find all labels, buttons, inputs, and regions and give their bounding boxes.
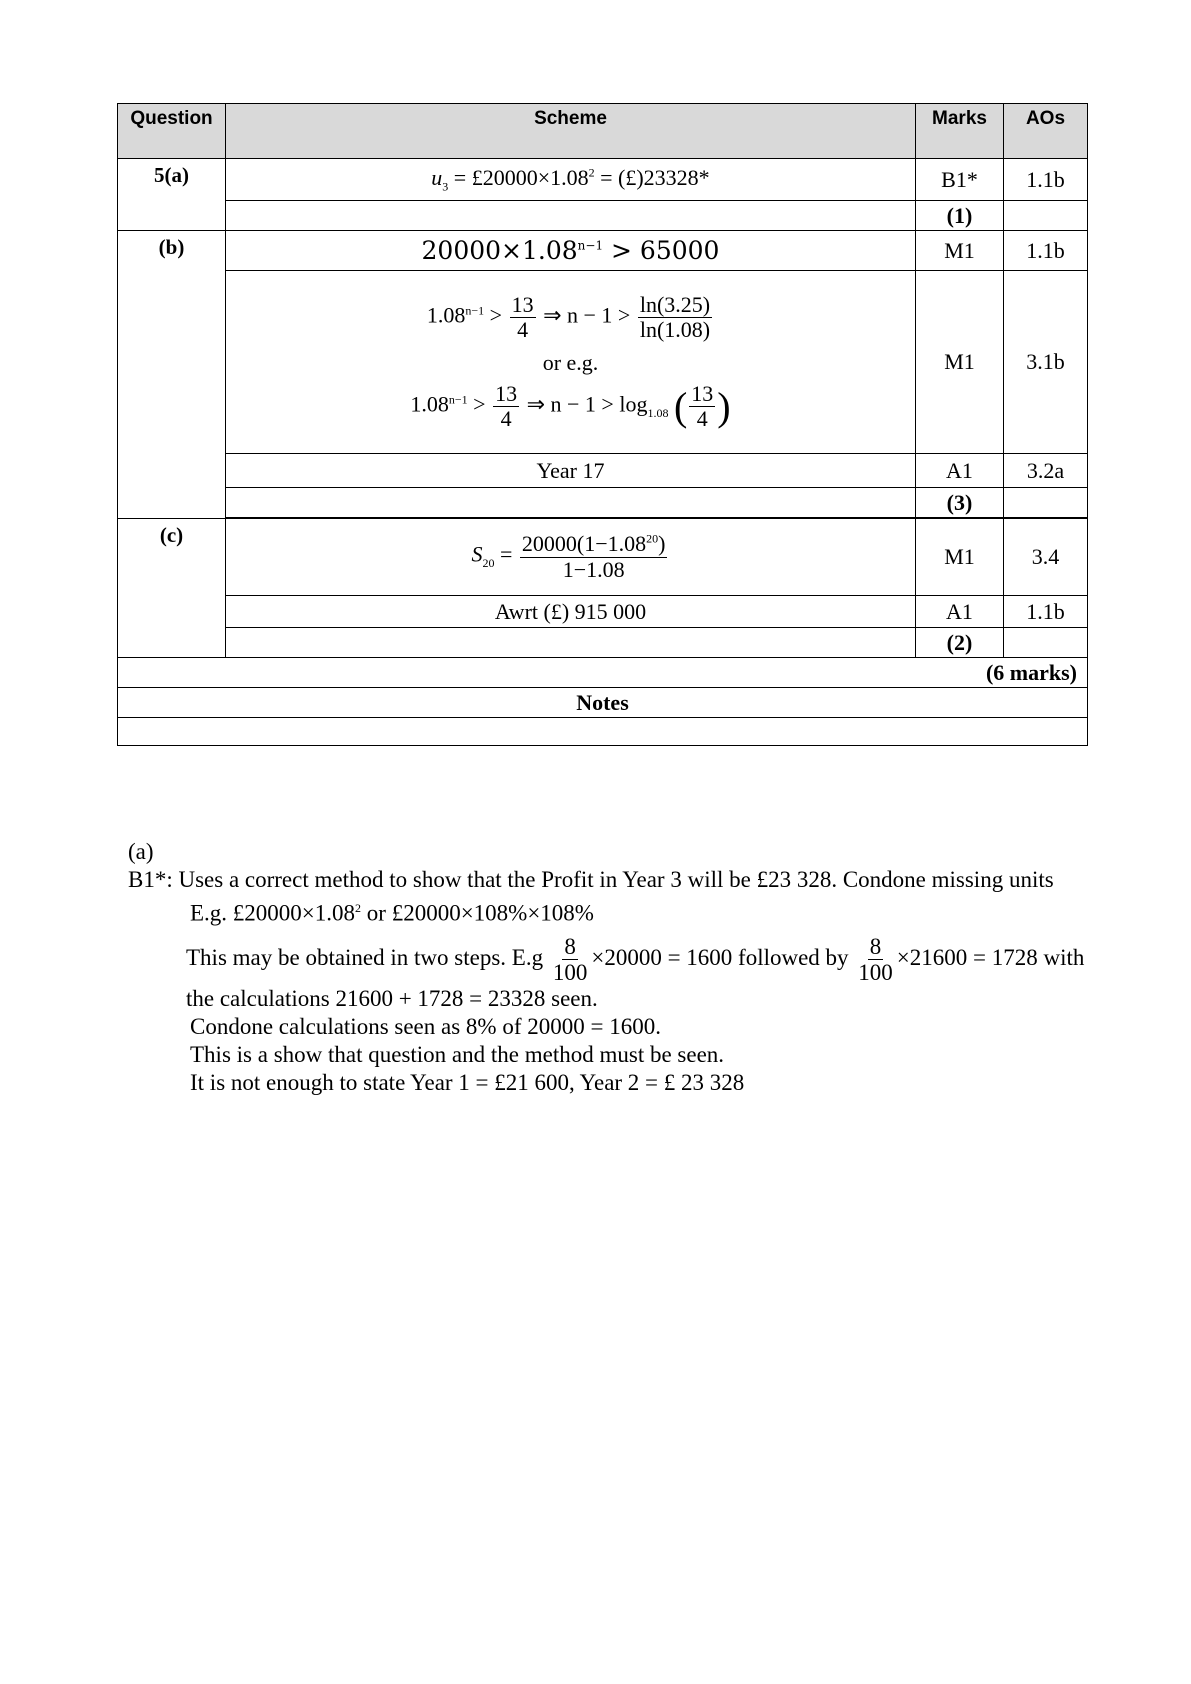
fraction-num: [520, 532, 668, 557]
table-row: [118, 231, 1088, 271]
fraction-den: 4: [517, 316, 529, 342]
scheme-text: n−1: [577, 238, 604, 253]
notes-section: [128, 838, 1128, 1097]
mark-5b-2: M1: [916, 271, 1004, 454]
table-row: [118, 159, 1088, 201]
scheme-text: ⇒ n − 1 >: [543, 302, 636, 328]
fraction-num: 13: [495, 381, 518, 406]
fraction: [520, 532, 668, 581]
table-row: [118, 688, 1088, 718]
table-row: [118, 201, 1088, 231]
empty-cell: [118, 718, 1088, 746]
ao-5c-2: 1.1b: [1004, 596, 1088, 628]
notes-text: 2: [355, 901, 362, 915]
fraction: [551, 934, 590, 986]
scheme-text: S: [471, 542, 483, 568]
notes-line: B1*: Uses a correct method to show that the Profit in Year 3 will be £23 328. Condone missing units: [128, 867, 1054, 892]
ao-5b-1: 1.1b: [1004, 231, 1088, 271]
fraction-num: 13: [511, 291, 534, 317]
scheme-text: ): [658, 531, 666, 557]
mark-5c-1: M1: [916, 519, 1004, 596]
scheme-text: u: [431, 164, 443, 190]
question-label-5a: 5(a): [118, 159, 226, 231]
scheme-text: 20: [482, 556, 495, 571]
notes-line: It is not enough to state Year 1 = £21 600, Year 2 = £ 23 328: [190, 1070, 745, 1096]
fraction: [510, 293, 536, 342]
scheme-text: >: [467, 391, 492, 417]
notes-text: This may be obtained in two steps. E.g: [186, 944, 549, 970]
inequality-log: $1.08^{n-1}$ > $\frac{13}{4}$ ⇒ $n - 1 > \log_{1.08}$ ( $\frac{13}{4}$ ): [410, 381, 731, 432]
fraction-den: ln(1.08): [639, 316, 711, 342]
header-marks: Marks: [916, 104, 1004, 159]
table-row: [118, 519, 1088, 596]
total-5a: (1): [916, 201, 1004, 231]
ao-5a: 1.1b: [1004, 159, 1088, 201]
scheme-5a: [226, 159, 916, 201]
total-5b: (3): [916, 488, 1004, 518]
fraction-num: 8: [869, 933, 882, 959]
fraction-num: 8: [564, 933, 576, 959]
ao-5b-2: 3.1b: [1004, 271, 1088, 454]
empty-cell: [226, 201, 916, 231]
notes-text: ×20000 = 1600 followed by: [591, 944, 855, 970]
ao-5b-3: 3.2a: [1004, 454, 1088, 488]
empty-cell: [1004, 201, 1088, 231]
scheme-text: 1.08: [647, 406, 669, 421]
header-scheme: Scheme: [226, 104, 916, 159]
notes-line: Condone calculations seen as 8% of 20000 = 1600.: [190, 1014, 661, 1040]
empty-cell: [1004, 488, 1088, 518]
table-row: [118, 596, 1088, 628]
scheme-text: = (£)23328*: [594, 164, 710, 190]
scheme-text: ⇒ n − 1 >: [526, 391, 620, 417]
header-question: Question: [118, 104, 226, 159]
inequality-ln: [226, 293, 915, 342]
scheme-5b-line2: [226, 271, 916, 454]
notes-text: ×21600 = 1728 with: [896, 944, 1085, 970]
mark-5c-2: A1: [916, 596, 1004, 628]
total-5c: (2): [916, 628, 1004, 658]
scheme-text: >: [484, 302, 508, 328]
fraction: [689, 382, 715, 431]
scheme-text: > 65000: [603, 236, 720, 265]
scheme-text: n−1: [465, 303, 485, 318]
mark-5a: B1*: [916, 159, 1004, 201]
scheme-text: log: [619, 391, 648, 417]
mark-5b-3: A1: [916, 454, 1004, 488]
fraction-num: ln(3.25): [639, 291, 711, 317]
scheme-text: 3: [442, 179, 449, 194]
mark-5b-1: M1: [916, 231, 1004, 271]
scheme-text: 20000(1−1.08: [521, 531, 647, 557]
fraction: [856, 934, 895, 986]
table-row: [118, 454, 1088, 488]
scheme-5b-line1: [226, 231, 916, 271]
empty-cell: [226, 488, 916, 518]
scheme-5c-awrt: Awrt (£) 915 000: [226, 596, 916, 628]
scheme-text: 2: [588, 165, 595, 180]
table-row: [118, 271, 1088, 454]
fraction-den: 1−1.08: [562, 556, 625, 582]
fraction: [638, 293, 712, 342]
table-row: [118, 628, 1088, 658]
scheme-text: = £20000×1.08: [448, 164, 589, 190]
fraction-den: 100: [552, 959, 588, 985]
header-aos: AOs: [1004, 104, 1088, 159]
fraction-den: 100: [858, 959, 893, 985]
fraction-num: 13: [691, 381, 714, 406]
fraction-den: 4: [696, 406, 708, 432]
scheme-5c-sum: [226, 519, 916, 596]
table-row: [118, 488, 1088, 518]
notes-text: or £20000×108%×108%: [361, 900, 594, 926]
scheme-text: =: [494, 542, 518, 568]
scheme-text: n−1: [448, 392, 468, 407]
header-row: [118, 104, 1088, 159]
table-row: [118, 658, 1088, 688]
or-eg: or e.g.: [542, 350, 599, 375]
question-label-5b: (b): [118, 231, 226, 519]
scheme-text: 1.08: [410, 391, 449, 417]
notes-part-label: (a): [128, 839, 154, 864]
total-marks: (6 marks): [118, 658, 1088, 688]
empty-cell: [1004, 628, 1088, 658]
notes-line: the calculations 21600 + 1728 = 23328 seen.: [186, 986, 598, 1012]
ao-5c-1: 3.4: [1004, 519, 1088, 596]
fraction: [493, 382, 519, 431]
notes-line: [128, 934, 1128, 986]
scheme-5b-year: Year 17: [226, 454, 916, 488]
empty-cell: [226, 628, 916, 658]
mark-scheme-table: [117, 103, 1088, 746]
scheme-text: 1.08: [426, 302, 466, 328]
question-label-5c: (c): [118, 519, 226, 658]
fraction-den: 4: [500, 406, 512, 432]
notes-line: This is a show that question and the method must be seen.: [190, 1042, 725, 1068]
scheme-text: 20000×1.08: [421, 236, 578, 265]
table-row: [118, 718, 1088, 746]
notes-text: E.g. £20000×1.08: [190, 900, 356, 926]
notes-line: [128, 894, 1128, 928]
scheme-text: 20: [646, 531, 659, 546]
notes-heading: Notes: [118, 688, 1088, 718]
